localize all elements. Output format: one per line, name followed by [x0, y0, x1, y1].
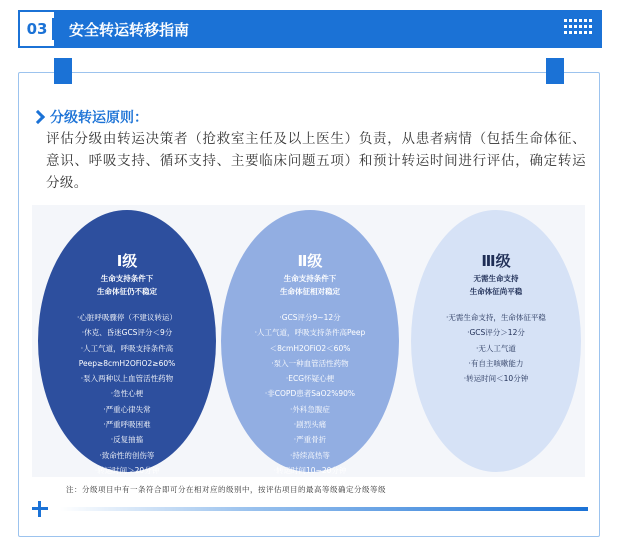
level-title: Ⅱ级 — [297, 252, 323, 270]
level-title: Ⅰ级 — [116, 252, 138, 270]
criteria-item: Peep≥8cmH2OFiO2≥60% — [78, 358, 176, 368]
section-title-bar — [56, 10, 602, 48]
criteria-item: ·无需生命支持，生命体征平稳 — [446, 313, 546, 322]
level-3-criteria — [446, 310, 546, 386]
criteria-item: ·严重呼吸困难 — [103, 420, 151, 430]
level-subtitle: 生命支持条件下 — [100, 274, 154, 283]
criteria-item: ·ECG怀疑心梗 — [285, 374, 335, 384]
level-2-ellipse — [221, 210, 399, 475]
criteria-item: ·无人工气道 — [476, 343, 516, 353]
principle-heading-text: 分级转运原则： — [50, 110, 148, 126]
criteria-item: ·外科急腹症 — [290, 404, 330, 414]
principle-heading — [33, 107, 148, 127]
level-subtitle: 生命体征仍不稳定 — [97, 287, 157, 296]
title-accent-bar — [52, 18, 60, 40]
level-3-ellipse — [411, 210, 581, 472]
level-2-criteria — [255, 310, 366, 478]
criteria-item: ·有自主咳嗽能力 — [468, 358, 524, 368]
criteria-item: ·转运时间＞20分钟 — [94, 465, 160, 475]
criteria-item: ·致命性的创伤等 — [99, 450, 155, 460]
plus-icon — [30, 499, 50, 519]
section-title: 安全转运转移指南 — [69, 20, 190, 39]
criteria-item: ·严重骨折 — [293, 435, 327, 445]
gradient-divider — [60, 507, 588, 511]
criteria-item: ·急性心梗 — [110, 389, 144, 399]
level-1-ellipse — [38, 210, 216, 475]
criteria-item: ·转运时间10~20分钟 — [273, 465, 347, 475]
section-number: 03 — [18, 10, 56, 48]
grading-note: 注：分级项目中有一条符合即可分在相对应的级别中，按评估项目的最高等级确定分级等级 — [66, 485, 386, 494]
level-title: Ⅲ级 — [481, 252, 511, 270]
criteria-item: ＜8cmH2OFiO2＜60% — [269, 343, 351, 353]
criteria-item: ·剧烈头痛 — [293, 420, 327, 430]
section-header — [18, 10, 602, 48]
dots-pattern-icon — [564, 19, 594, 39]
criteria-item: ·持续高热等 — [290, 450, 330, 460]
chevron-right-icon — [31, 110, 45, 124]
level-subtitle: 生命体征相对稳定 — [280, 287, 340, 296]
level-subtitle: 生命体征尚平稳 — [469, 287, 523, 296]
criteria-item: ·非COPD患者SaO2%90% — [264, 389, 356, 399]
frame-tab-left — [54, 58, 72, 84]
level-subtitle: 生命支持条件下 — [283, 274, 337, 283]
criteria-item: ·休克、昏迷GCS评分＜9分 — [81, 328, 173, 338]
criteria-item: ·人工气道，呼吸支持条件高Peep — [254, 328, 366, 338]
criteria-item: ·转运时间＜10分钟 — [463, 374, 529, 384]
criteria-item: ·严重心律失常 — [103, 404, 151, 414]
frame-tab-right — [546, 58, 564, 84]
grading-diagram — [32, 205, 585, 477]
level-subtitle: 无需生命支持 — [473, 274, 519, 283]
criteria-item: ·GCS评分9~12分 — [279, 313, 341, 322]
criteria-item: ·泵入两种以上血管活性药物 — [80, 374, 174, 384]
principle-paragraph: 评估分级由转运决策者（抢救室主任及以上医生）负责，从患者病情（包括生命体征、意识、呼吸支持、循环支持、主要临床问题五项）和预计转运时间进行评估，确定转运分级。 — [46, 131, 586, 191]
criteria-item: ·人工气道，呼吸支持条件高 — [80, 343, 174, 353]
level-1-criteria — [77, 310, 177, 478]
criteria-item: ·心脏呼吸骤停（不建议转运） — [77, 313, 177, 322]
criteria-item: ·泵入一种血管活性药物 — [271, 358, 349, 368]
criteria-item: ·反复抽搐 — [110, 435, 144, 445]
criteria-item: ·GCS评分＞12分 — [467, 328, 525, 338]
